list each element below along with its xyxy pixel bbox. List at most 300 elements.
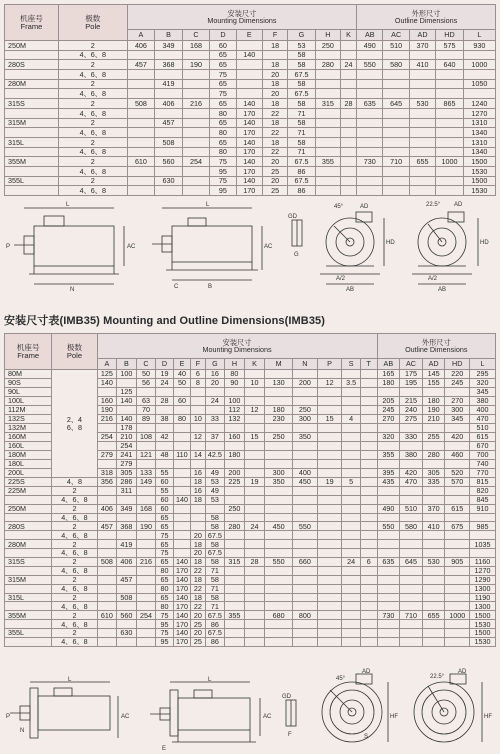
cell-M: 250 xyxy=(265,433,293,442)
pole-cell: 4、6、8 xyxy=(58,108,127,118)
cell-N xyxy=(293,388,318,397)
cell-D: 95 xyxy=(156,620,173,629)
dim-GD: GD xyxy=(288,214,297,220)
frame-cell xyxy=(5,584,52,593)
cell-M xyxy=(265,584,293,593)
cell-K xyxy=(244,415,265,424)
cell-HD xyxy=(445,593,470,602)
col-header: H xyxy=(225,359,245,370)
cell-H: 250 xyxy=(315,41,340,51)
col-header: L xyxy=(463,30,495,41)
cell-L xyxy=(470,513,496,522)
cell-N xyxy=(293,620,318,629)
cell-H xyxy=(315,166,340,176)
cell-T xyxy=(360,397,377,406)
cell-P xyxy=(317,593,342,602)
frame-cell: 280M xyxy=(5,540,52,549)
cell-HD: 420 xyxy=(445,433,470,442)
cell-T xyxy=(360,584,377,593)
cell-G: 58 xyxy=(288,99,316,109)
table-row xyxy=(5,504,496,513)
cell-H xyxy=(225,593,245,602)
cell-C xyxy=(182,186,210,196)
cell-D: 60 xyxy=(156,504,173,513)
cell-E: 170 xyxy=(236,128,262,138)
cell-G xyxy=(205,406,225,415)
pole-cell: 4、6、8 xyxy=(58,147,127,157)
cell-D: 55 xyxy=(156,486,173,495)
cell-K xyxy=(340,89,356,99)
cell-G xyxy=(205,460,225,469)
cell-A xyxy=(97,575,117,584)
cell-L: 1035 xyxy=(470,540,496,549)
cell-A: 610 xyxy=(97,611,117,620)
cell-F: 18 xyxy=(191,558,205,567)
cell-F: 22 xyxy=(262,128,287,138)
frame-cell xyxy=(5,186,59,196)
cell-N: 350 xyxy=(293,433,318,442)
pole-cell: 4、6、8 xyxy=(58,50,127,60)
cell-AB: 180 xyxy=(377,379,400,388)
dim-deg45: 45° xyxy=(334,204,344,210)
cell-N: 450 xyxy=(293,478,318,487)
flange-end-view-drawing-2 xyxy=(404,668,496,752)
dim-HD: HD xyxy=(480,240,489,246)
cell-D: 80 xyxy=(210,147,236,157)
cell-F xyxy=(191,442,205,451)
cell-D: 38 xyxy=(156,415,173,424)
cell-E: 140 xyxy=(236,157,262,167)
cell-B xyxy=(117,495,137,504)
cell-P xyxy=(317,370,342,379)
cell-B xyxy=(155,186,183,196)
cell-P xyxy=(317,638,342,647)
col-header: G xyxy=(205,359,225,370)
cell-AC xyxy=(383,166,409,176)
cell-F: 8 xyxy=(191,379,205,388)
cell-K: 28 xyxy=(244,558,265,567)
cell-S: 4 xyxy=(342,415,361,424)
cell-B: 286 xyxy=(117,478,137,487)
pole-cell: 2 xyxy=(52,522,97,531)
cell-AC xyxy=(383,137,409,147)
cell-C: 63 xyxy=(136,397,156,406)
table-row xyxy=(5,584,496,593)
cell-K: 15 xyxy=(244,433,265,442)
cell-AC xyxy=(400,460,423,469)
dim-AB: AB xyxy=(346,287,355,293)
pole-cell: 2 xyxy=(52,593,97,602)
cell-K xyxy=(244,638,265,647)
cell-M: 130 xyxy=(265,379,293,388)
end-view-drawing-1 xyxy=(312,196,396,296)
cell-M: 230 xyxy=(265,415,293,424)
table-row xyxy=(5,108,496,118)
cell-P xyxy=(317,558,342,567)
cell-D: 65 xyxy=(156,575,173,584)
cell-HD: 640 xyxy=(436,60,464,70)
cell-AD xyxy=(422,593,445,602)
cell-AB xyxy=(377,388,400,397)
cell-HD: 300 xyxy=(445,406,470,415)
cell-S xyxy=(342,388,361,397)
table-row xyxy=(5,176,496,186)
cell-D: 75 xyxy=(156,531,173,540)
cell-L: 1310 xyxy=(463,137,495,147)
cell-L: 1530 xyxy=(463,186,495,196)
cell-A: 216 xyxy=(97,415,117,424)
cell-AC: 195 xyxy=(400,379,423,388)
cell-C: 254 xyxy=(182,157,210,167)
table-row xyxy=(5,137,496,147)
cell-S xyxy=(342,406,361,415)
cell-T xyxy=(360,611,377,620)
cell-B xyxy=(155,166,183,176)
cell-A xyxy=(127,50,155,60)
cell-C: 149 xyxy=(136,478,156,487)
cell-C xyxy=(136,549,156,558)
cell-AD xyxy=(422,602,445,611)
col-header: HD xyxy=(445,359,470,370)
cell-HD xyxy=(445,566,470,575)
table-row xyxy=(5,186,496,196)
cell-S xyxy=(342,397,361,406)
cell-K xyxy=(340,128,356,138)
cell-S xyxy=(342,424,361,433)
cell-G: 58 xyxy=(205,540,225,549)
col-header: B xyxy=(117,359,137,370)
cell-E: 170 xyxy=(173,584,190,593)
col-header: F xyxy=(191,359,205,370)
cell-K xyxy=(244,451,265,460)
cell-AC xyxy=(400,442,423,451)
dim-deg225: 22.5° xyxy=(426,202,441,208)
pole-header: 极数 Pole xyxy=(58,5,127,41)
cell-P xyxy=(317,522,342,531)
cell-AC: 580 xyxy=(383,60,409,70)
cell-A xyxy=(127,70,155,80)
cell-AB xyxy=(357,50,383,60)
end-view-drawing-2 xyxy=(402,196,496,296)
cell-B: 508 xyxy=(117,593,137,602)
table-row xyxy=(5,575,496,584)
table-row xyxy=(5,99,496,109)
cell-H xyxy=(315,79,340,89)
cell-A xyxy=(97,460,117,469)
cell-HD xyxy=(436,70,464,80)
cell-G xyxy=(205,442,225,451)
cell-HD xyxy=(445,549,470,558)
cell-H xyxy=(225,442,245,451)
cell-HD xyxy=(436,137,464,147)
cell-AD: 410 xyxy=(409,60,435,70)
cell-P xyxy=(317,388,342,397)
cell-L: 380 xyxy=(470,397,496,406)
cell-F xyxy=(191,388,205,397)
cell-T xyxy=(360,540,377,549)
mounting-dimensions-table-imb3 xyxy=(4,4,496,196)
cell-K xyxy=(244,566,265,575)
frame-cell xyxy=(5,128,59,138)
table-row xyxy=(5,166,496,176)
cell-L: 1300 xyxy=(470,602,496,611)
dim-GD: GD xyxy=(282,694,291,700)
cell-C xyxy=(136,460,156,469)
cell-K xyxy=(244,460,265,469)
cell-AD: 530 xyxy=(422,558,445,567)
cell-E xyxy=(173,460,190,469)
cell-T xyxy=(360,593,377,602)
cell-D xyxy=(156,442,173,451)
cell-AC xyxy=(400,593,423,602)
frame-cell: 132M xyxy=(5,424,52,433)
cell-HD xyxy=(445,486,470,495)
frame-cell xyxy=(5,50,59,60)
cell-S xyxy=(342,451,361,460)
cell-P xyxy=(317,575,342,584)
cell-T xyxy=(360,460,377,469)
cell-L: 1310 xyxy=(463,118,495,128)
cell-AC: 215 xyxy=(400,397,423,406)
dim-L: L xyxy=(208,677,212,683)
cell-E: 140 xyxy=(173,593,190,602)
cell-E xyxy=(173,531,190,540)
cell-C: 89 xyxy=(136,415,156,424)
cell-N xyxy=(293,495,318,504)
cell-H: 112 xyxy=(225,406,245,415)
cell-L: 910 xyxy=(470,504,496,513)
cell-T xyxy=(360,549,377,558)
table-row xyxy=(5,478,496,487)
cell-K xyxy=(244,531,265,540)
cell-L: 510 xyxy=(470,424,496,433)
cell-S xyxy=(342,638,361,647)
cell-G: 58 xyxy=(288,79,316,89)
cell-K xyxy=(244,495,265,504)
frame-cell xyxy=(5,602,52,611)
cell-C xyxy=(182,147,210,157)
cell-N xyxy=(293,424,318,433)
cell-AD xyxy=(409,137,435,147)
cell-S xyxy=(342,504,361,513)
cell-K: 24 xyxy=(340,60,356,70)
cell-F: 18 xyxy=(262,118,287,128)
cell-AD: 280 xyxy=(422,451,445,460)
cell-F: 20 xyxy=(191,629,205,638)
cell-K: 10 xyxy=(244,379,265,388)
cell-E xyxy=(173,522,190,531)
cell-E: 170 xyxy=(173,566,190,575)
frame-cell: 225S xyxy=(5,478,52,487)
cell-B xyxy=(117,406,137,415)
cell-AB: 205 xyxy=(377,397,400,406)
cell-P xyxy=(317,442,342,451)
cell-C xyxy=(136,540,156,549)
cell-H: 315 xyxy=(225,558,245,567)
cell-H xyxy=(225,460,245,469)
frame-cell: 225M xyxy=(5,486,52,495)
cell-E xyxy=(236,89,262,99)
cell-AB xyxy=(377,486,400,495)
col-header: F xyxy=(262,30,287,41)
cell-E xyxy=(173,433,190,442)
cell-AB xyxy=(357,137,383,147)
cell-E: 140 xyxy=(173,495,190,504)
cell-D: 65 xyxy=(210,50,236,60)
cell-S xyxy=(342,602,361,611)
pole-cell: 4、6、8 xyxy=(58,89,127,99)
cell-AB xyxy=(357,108,383,118)
frame-cell xyxy=(5,89,59,99)
cell-T xyxy=(360,433,377,442)
frame-cell: 250M xyxy=(5,504,52,513)
table-row xyxy=(5,602,496,611)
cell-D: 65 xyxy=(156,540,173,549)
cell-F: 12 xyxy=(191,433,205,442)
cell-H: 315 xyxy=(315,99,340,109)
cell-A xyxy=(97,486,117,495)
cell-P xyxy=(317,629,342,638)
cell-G: 67.5 xyxy=(205,531,225,540)
table-row xyxy=(5,638,496,647)
cell-G: 86 xyxy=(288,166,316,176)
pole-cell: 4、6、8 xyxy=(52,566,97,575)
cell-A xyxy=(127,186,155,196)
cell-D: 65 xyxy=(210,118,236,128)
cell-T xyxy=(360,602,377,611)
cell-AD xyxy=(409,70,435,80)
cell-K xyxy=(244,388,265,397)
cell-AD: 655 xyxy=(409,157,435,167)
cell-G: 58 xyxy=(205,513,225,522)
cell-H xyxy=(225,629,245,638)
cell-L: 1500 xyxy=(470,629,496,638)
cell-G: 53 xyxy=(205,495,225,504)
cell-P xyxy=(317,406,342,415)
cell-AD: 190 xyxy=(422,406,445,415)
cell-D: 65 xyxy=(156,558,173,567)
cell-AB xyxy=(377,638,400,647)
cell-D: 60 xyxy=(210,41,236,51)
dim-HF: HF xyxy=(484,714,492,720)
cell-D: 95 xyxy=(156,638,173,647)
cell-E xyxy=(236,79,262,89)
cell-C xyxy=(136,424,156,433)
cell-L: 930 xyxy=(463,41,495,51)
cell-B xyxy=(117,531,137,540)
cell-K xyxy=(244,549,265,558)
cell-F xyxy=(191,460,205,469)
frame-cell: 250M xyxy=(5,41,59,51)
pole-cell: 2 xyxy=(52,486,97,495)
cell-HD: 270 xyxy=(445,397,470,406)
cell-G: 67.5 xyxy=(288,176,316,186)
cell-F xyxy=(191,397,205,406)
pole-cell: 2 xyxy=(58,176,127,186)
cell-AD xyxy=(422,575,445,584)
cell-AC xyxy=(383,176,409,186)
cell-F: 6 xyxy=(191,370,205,379)
dim-C: C xyxy=(174,284,179,290)
cell-F: 25 xyxy=(191,638,205,647)
cell-C xyxy=(136,486,156,495)
cell-T xyxy=(360,495,377,504)
cell-H: 180 xyxy=(225,451,245,460)
cell-HD: 1000 xyxy=(436,157,464,167)
cell-E: 140 xyxy=(173,575,190,584)
frame-cell: 160M xyxy=(5,433,52,442)
cell-S xyxy=(342,620,361,629)
cell-B: 349 xyxy=(155,41,183,51)
table-row xyxy=(5,70,496,80)
cell-AC xyxy=(383,89,409,99)
cell-L: 1270 xyxy=(470,566,496,575)
cell-AC xyxy=(400,575,423,584)
cell-A xyxy=(127,118,155,128)
cell-E: 170 xyxy=(236,186,262,196)
cell-N xyxy=(293,504,318,513)
cell-A: 318 xyxy=(97,469,117,478)
cell-B: 125 xyxy=(117,388,137,397)
cell-HD xyxy=(445,620,470,629)
cell-K xyxy=(340,41,356,51)
cell-T xyxy=(360,478,377,487)
frame-cell: 80M xyxy=(5,370,52,379)
cell-C xyxy=(182,118,210,128)
cell-P xyxy=(317,584,342,593)
cell-T xyxy=(360,451,377,460)
frame-cell xyxy=(5,166,59,176)
cell-E xyxy=(173,469,190,478)
cell-B: 630 xyxy=(117,629,137,638)
cell-E: 140 xyxy=(236,50,262,60)
cell-AC: 175 xyxy=(400,370,423,379)
outline-dimensions-header: 外形尺寸 Outline Dimensions xyxy=(377,334,495,359)
col-header: C xyxy=(182,30,210,41)
cell-P xyxy=(317,549,342,558)
cell-L: 615 xyxy=(470,433,496,442)
cell-H xyxy=(225,495,245,504)
cell-C: 216 xyxy=(182,99,210,109)
cell-G: 49 xyxy=(205,486,225,495)
cell-P xyxy=(317,451,342,460)
cell-AB: 550 xyxy=(357,60,383,70)
cell-C xyxy=(136,531,156,540)
col-header: AB xyxy=(377,359,400,370)
cell-E xyxy=(173,549,190,558)
cell-T: 6 xyxy=(360,558,377,567)
cell-B: 140 xyxy=(117,415,137,424)
cell-H: 280 xyxy=(315,60,340,70)
cell-D: 65 xyxy=(210,79,236,89)
cell-H: 355 xyxy=(225,611,245,620)
cell-G: 33 xyxy=(205,415,225,424)
cell-AC xyxy=(400,620,423,629)
cell-B: 419 xyxy=(155,79,183,89)
col-header: E xyxy=(173,359,190,370)
frame-cell: 200L xyxy=(5,469,52,478)
cell-AD: 210 xyxy=(422,415,445,424)
frame-cell: 180M xyxy=(5,451,52,460)
cell-M xyxy=(265,593,293,602)
cell-HD xyxy=(445,531,470,540)
cell-B xyxy=(117,513,137,522)
cell-AB xyxy=(357,147,383,157)
cell-D: 75 xyxy=(156,549,173,558)
cell-AC xyxy=(400,540,423,549)
flange-end-view-drawing-1 xyxy=(312,668,396,752)
cell-B: 100 xyxy=(117,370,137,379)
